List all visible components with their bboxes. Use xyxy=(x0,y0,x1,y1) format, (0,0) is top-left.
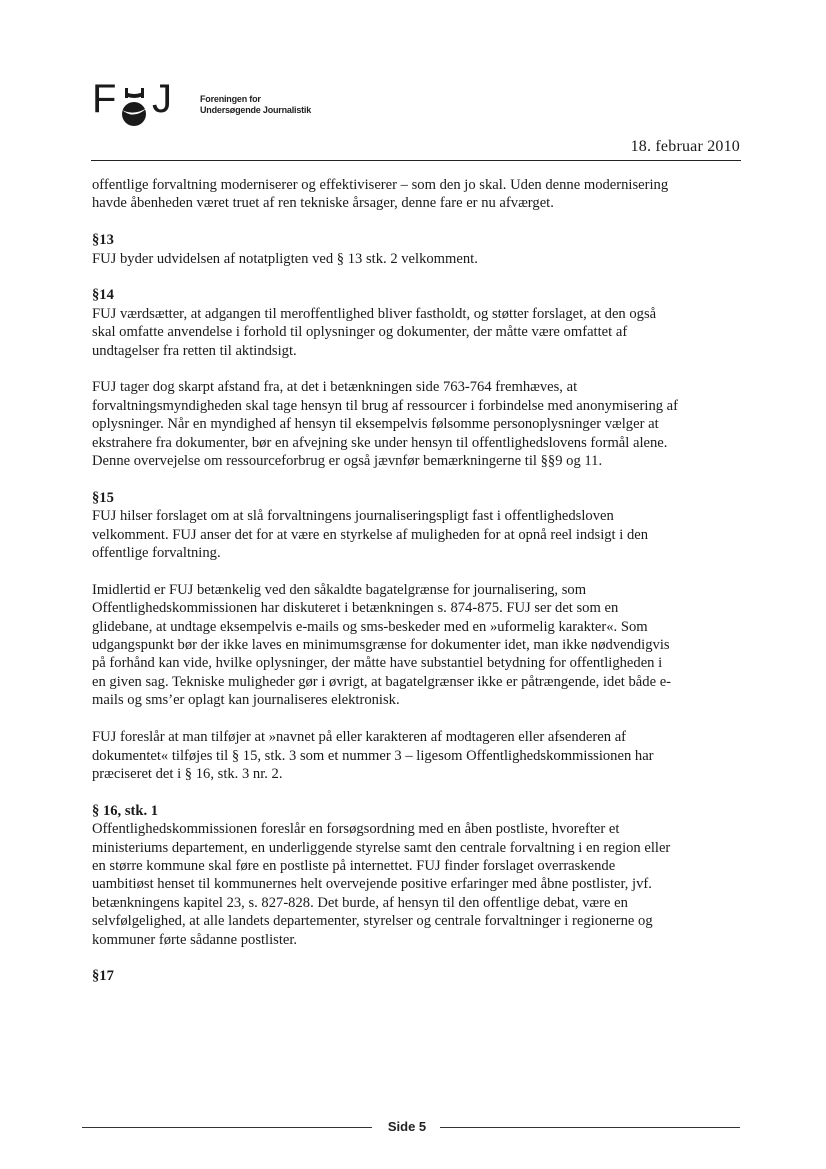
section-15-paragraph-3 xyxy=(92,728,752,783)
fuj-logo xyxy=(92,74,342,134)
text-line: på forhånd kan vide, hvilke oplysninger, der måtte have substantiel betydning for offentligheden i xyxy=(92,655,663,672)
page-number: Side 5 xyxy=(387,1119,427,1134)
text-line: offentlige forvaltning. xyxy=(92,545,221,562)
section-14-paragraph-2 xyxy=(92,378,752,470)
text-line: offentlige forvaltning moderniserer og effektiviserer – som den jo skal. Uden denne modernisering xyxy=(92,177,669,193)
section-16-stk-1 xyxy=(92,802,752,949)
text-line: FUJ hilser forslaget om at slå forvaltningens journaliseringspligt fast i offentlighedsloven xyxy=(92,508,614,525)
intro-paragraph xyxy=(92,176,752,213)
section-heading: §17 xyxy=(92,968,114,985)
text-line: mails og sms’er oplagt kan journaliseres elektronisk. xyxy=(92,692,400,709)
section-14 xyxy=(92,286,752,360)
text-line: undtagelser fra retten til aktindsigt. xyxy=(92,342,297,359)
footer-divider-left xyxy=(82,1127,372,1128)
section-13 xyxy=(92,231,752,268)
text-line: skal omfatte anvendelse i forhold til oplysninger og dokumenter, der måtte være omfattet af xyxy=(92,324,628,341)
text-line: betænkningens kapitel 23, s. 827-828. Det burde, af hensyn til den offentlige debat, være en xyxy=(92,894,628,911)
text-line: forvaltningsmyndigheden skal tage hensyn til brug af ressourcer i forbindelse med anonymisering af xyxy=(92,397,679,414)
text-line: FUJ tager dog skarpt afstand fra, at det i betænkningen side 763-764 fremhæves, at xyxy=(92,379,578,396)
text-line: oplysninger. Når en myndighed af hensyn til eksempelvis følsomme personoplysninger vælger at xyxy=(92,416,659,433)
section-15 xyxy=(92,489,752,563)
fuj-logo-mark-icon xyxy=(92,74,192,134)
text-line: præciseret det i § 16, stk. 3 nr. 2. xyxy=(92,765,283,782)
text-line: Offentlighedskommissionen har diskuteret i betænkningen s. 874-875. FUJ ser det som en xyxy=(92,600,619,617)
text-line: glidebane, at undtage eksempelvis e-mails og sms-beskeder med en »uformelig karakter«. Som xyxy=(92,618,648,635)
text-line: uambitiøst henset til kommunernes helt overvejende positive erfaringer med åbne postlister, jvf. xyxy=(92,876,652,893)
document-date: 18. februar 2010 xyxy=(630,138,740,155)
text-line: ekstrahere fra dokumenter, bør en afvejning ske under hensyn til offentlighedslovens formål alene. xyxy=(92,434,668,451)
org-name-line-2: Undersøgende Journalistik xyxy=(200,105,312,115)
footer-divider-right xyxy=(440,1127,740,1128)
section-heading: §15 xyxy=(92,489,114,506)
text-line: velkomment. FUJ anser det for at være en styrkelse af muligheden for at opnå reel indsigt i den xyxy=(92,526,649,543)
document-body xyxy=(92,176,752,1004)
text-line: en større kommune skal føre en postliste på internettet. FUJ finder forslaget overraskende xyxy=(92,857,616,874)
text-line: Imidlertid er FUJ betænkelig ved den såkaldte bagatelgrænse for journalisering, som xyxy=(92,581,587,598)
text-line: dokumentet« tilføjes til § 15, stk. 3 som et nummer 3 – ligesom Offentlighedskommissionen har xyxy=(92,747,654,764)
logo-letter-f: F xyxy=(92,77,117,121)
text-line: selvfølgelighed, at alle landets departementer, styrelser og centrale forvaltninger i regionerne og xyxy=(92,913,653,930)
section-15-paragraph-2 xyxy=(92,581,752,710)
text-line: FUJ byder udvidelsen af notatpligten ved § 13 stk. 2 velkomment. xyxy=(92,250,478,267)
text-line: FUJ foreslår at man tilføjer at »navnet på eller karakteren af modtageren eller afsenderen af xyxy=(92,729,627,746)
header-divider xyxy=(91,160,741,161)
org-name xyxy=(200,94,311,116)
section-heading: §14 xyxy=(92,287,114,304)
text-line: en given sag. Tekniske muligheder gør i øvrigt, at bagatelgrænser ikke er påtrængende, idet både e- xyxy=(92,673,672,690)
logo-letter-j: J xyxy=(152,77,172,121)
text-line: ministeriums departement, en underliggende styrelse samt den centrale forvaltning i en region eller xyxy=(92,839,671,856)
text-line: Offentlighedskommissionen foreslår en forsøgsordning med en åben postliste, hvorefter et xyxy=(92,821,620,838)
section-17 xyxy=(92,967,752,985)
text-line: udgangspunkt bør der ikke laves en minimumsgrænse for dokumenter idet, man ikke nødvendigvis xyxy=(92,637,670,654)
text-line: kommuner førte sådanne postlister. xyxy=(92,931,298,948)
org-name-line-1: Foreningen for xyxy=(200,94,261,104)
section-heading: §13 xyxy=(92,232,114,249)
text-line: Denne overvejelse om ressourceforbrug er også jævnfør bemærkningerne til §§9 og 11. xyxy=(92,453,603,470)
text-line: havde åbenheden været truet af ren tekniske årsager, denne fare er nu afværget. xyxy=(92,195,554,212)
text-line: FUJ værdsætter, at adgangen til meroffentlighed bliver fastholdt, og støtter forslaget, at den også xyxy=(92,305,657,322)
section-heading: § 16, stk. 1 xyxy=(92,802,159,819)
